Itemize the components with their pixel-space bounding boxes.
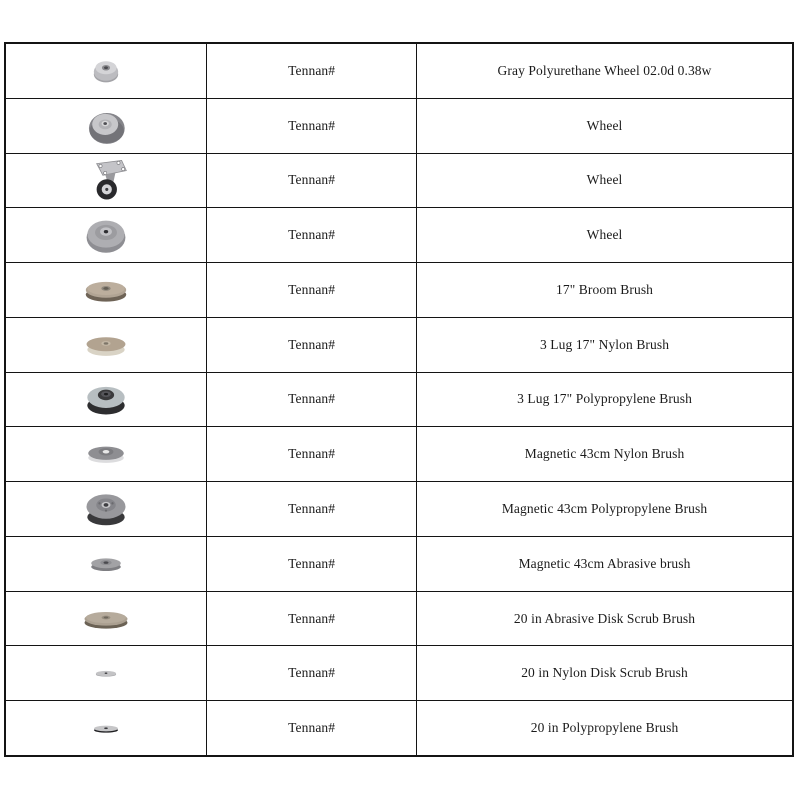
product-image-cell	[6, 208, 207, 262]
brand-label: Tennan#	[288, 610, 336, 626]
product-image-cell	[6, 99, 207, 153]
brand-cell	[207, 154, 417, 208]
product-description: Gray Polyurethane Wheel 02.0d 0.38w	[497, 62, 712, 78]
brand-label: Tennan#	[288, 665, 336, 681]
brand-label: Tennan#	[288, 117, 336, 133]
brand-label: Tennan#	[288, 336, 336, 352]
brand-cell	[207, 99, 417, 153]
description-cell	[417, 318, 792, 372]
polypropylene-brush-disc-image	[80, 375, 132, 423]
brand-cell	[207, 318, 417, 372]
product-description: Wheel	[586, 117, 623, 133]
table-row	[6, 318, 792, 373]
brand-label: Tennan#	[288, 227, 336, 243]
product-description: Wheel	[586, 227, 623, 243]
table-row	[6, 482, 792, 537]
description-cell	[417, 99, 792, 153]
brand-label: Tennan#	[288, 391, 336, 407]
product-description: 20 in Abrasive Disk Scrub Brush	[513, 610, 696, 626]
table-row	[6, 427, 792, 482]
description-cell	[417, 44, 792, 98]
description-cell	[417, 701, 792, 755]
magnetic-polypropylene-brush-image	[80, 484, 132, 534]
table-row	[6, 154, 792, 209]
small-gray-polyurethane-wheel-image	[80, 48, 132, 94]
brand-label: Tennan#	[288, 446, 336, 462]
brand-label: Tennan#	[288, 62, 336, 78]
description-cell	[417, 427, 792, 481]
table-row	[6, 263, 792, 318]
description-cell	[417, 154, 792, 208]
description-cell	[417, 373, 792, 427]
table-row	[6, 208, 792, 263]
abrasive-disk-scrub-brush-image	[75, 599, 137, 639]
brand-cell	[207, 537, 417, 591]
brand-cell	[207, 208, 417, 262]
description-cell	[417, 592, 792, 646]
product-description: Magnetic 43cm Nylon Brush	[524, 446, 685, 462]
table-row	[6, 44, 792, 99]
brand-label: Tennan#	[288, 501, 336, 516]
product-image-cell	[6, 154, 207, 208]
brand-label: Tennan#	[288, 172, 336, 188]
product-image-cell	[6, 646, 207, 700]
nylon-brush-disc-image	[79, 324, 133, 366]
product-image-cell	[6, 44, 207, 98]
swivel-caster-wheel-image	[81, 154, 131, 206]
brand-cell	[207, 482, 417, 536]
product-description: 3 Lug 17" Nylon Brush	[539, 336, 670, 352]
product-description: Wheel	[586, 172, 623, 188]
polypropylene-disk-brush-image	[81, 714, 131, 742]
product-image-cell	[6, 427, 207, 481]
broom-brush-disc-image	[78, 269, 134, 311]
product-description: 3 Lug 17" Polypropylene Brush	[517, 391, 692, 407]
brand-cell	[207, 646, 417, 700]
product-image-cell	[6, 318, 207, 372]
table-row	[6, 373, 792, 428]
product-image-cell	[6, 537, 207, 591]
brand-cell	[207, 44, 417, 98]
brand-cell	[207, 701, 417, 755]
brand-cell	[207, 263, 417, 317]
product-description: Magnetic 43cm Polypropylene Brush	[501, 501, 708, 516]
table-row	[6, 701, 792, 755]
table-row	[6, 99, 792, 154]
brand-label: Tennan#	[288, 281, 336, 297]
brand-cell	[207, 592, 417, 646]
product-description: Magnetic 43cm Abrasive brush	[518, 555, 691, 571]
solid-gray-wheel-image	[79, 211, 133, 259]
product-image-cell	[6, 701, 207, 755]
description-cell	[417, 537, 792, 591]
table-row	[6, 646, 792, 701]
product-image-cell	[6, 592, 207, 646]
magnetic-abrasive-brush-image	[82, 545, 130, 583]
gray-wheel-with-tire-image	[80, 102, 132, 150]
nylon-disk-scrub-brush-image	[83, 660, 129, 686]
magnetic-nylon-brush-image	[80, 434, 132, 474]
product-image-cell	[6, 373, 207, 427]
description-cell	[417, 208, 792, 262]
description-cell	[417, 482, 792, 536]
brand-cell	[207, 373, 417, 427]
table-row	[6, 537, 792, 592]
brand-label: Tennan#	[288, 720, 336, 736]
product-description: 17" Broom Brush	[556, 281, 654, 297]
description-cell	[417, 263, 792, 317]
description-cell	[417, 646, 792, 700]
product-image-cell	[6, 482, 207, 536]
product-description: 20 in Nylon Disk Scrub Brush	[521, 665, 688, 681]
brand-cell	[207, 427, 417, 481]
product-description: 20 in Polypropylene Brush	[530, 720, 679, 736]
product-image-cell	[6, 263, 207, 317]
table-row	[6, 592, 792, 647]
product-table	[4, 42, 794, 757]
brand-label: Tennan#	[288, 555, 336, 571]
